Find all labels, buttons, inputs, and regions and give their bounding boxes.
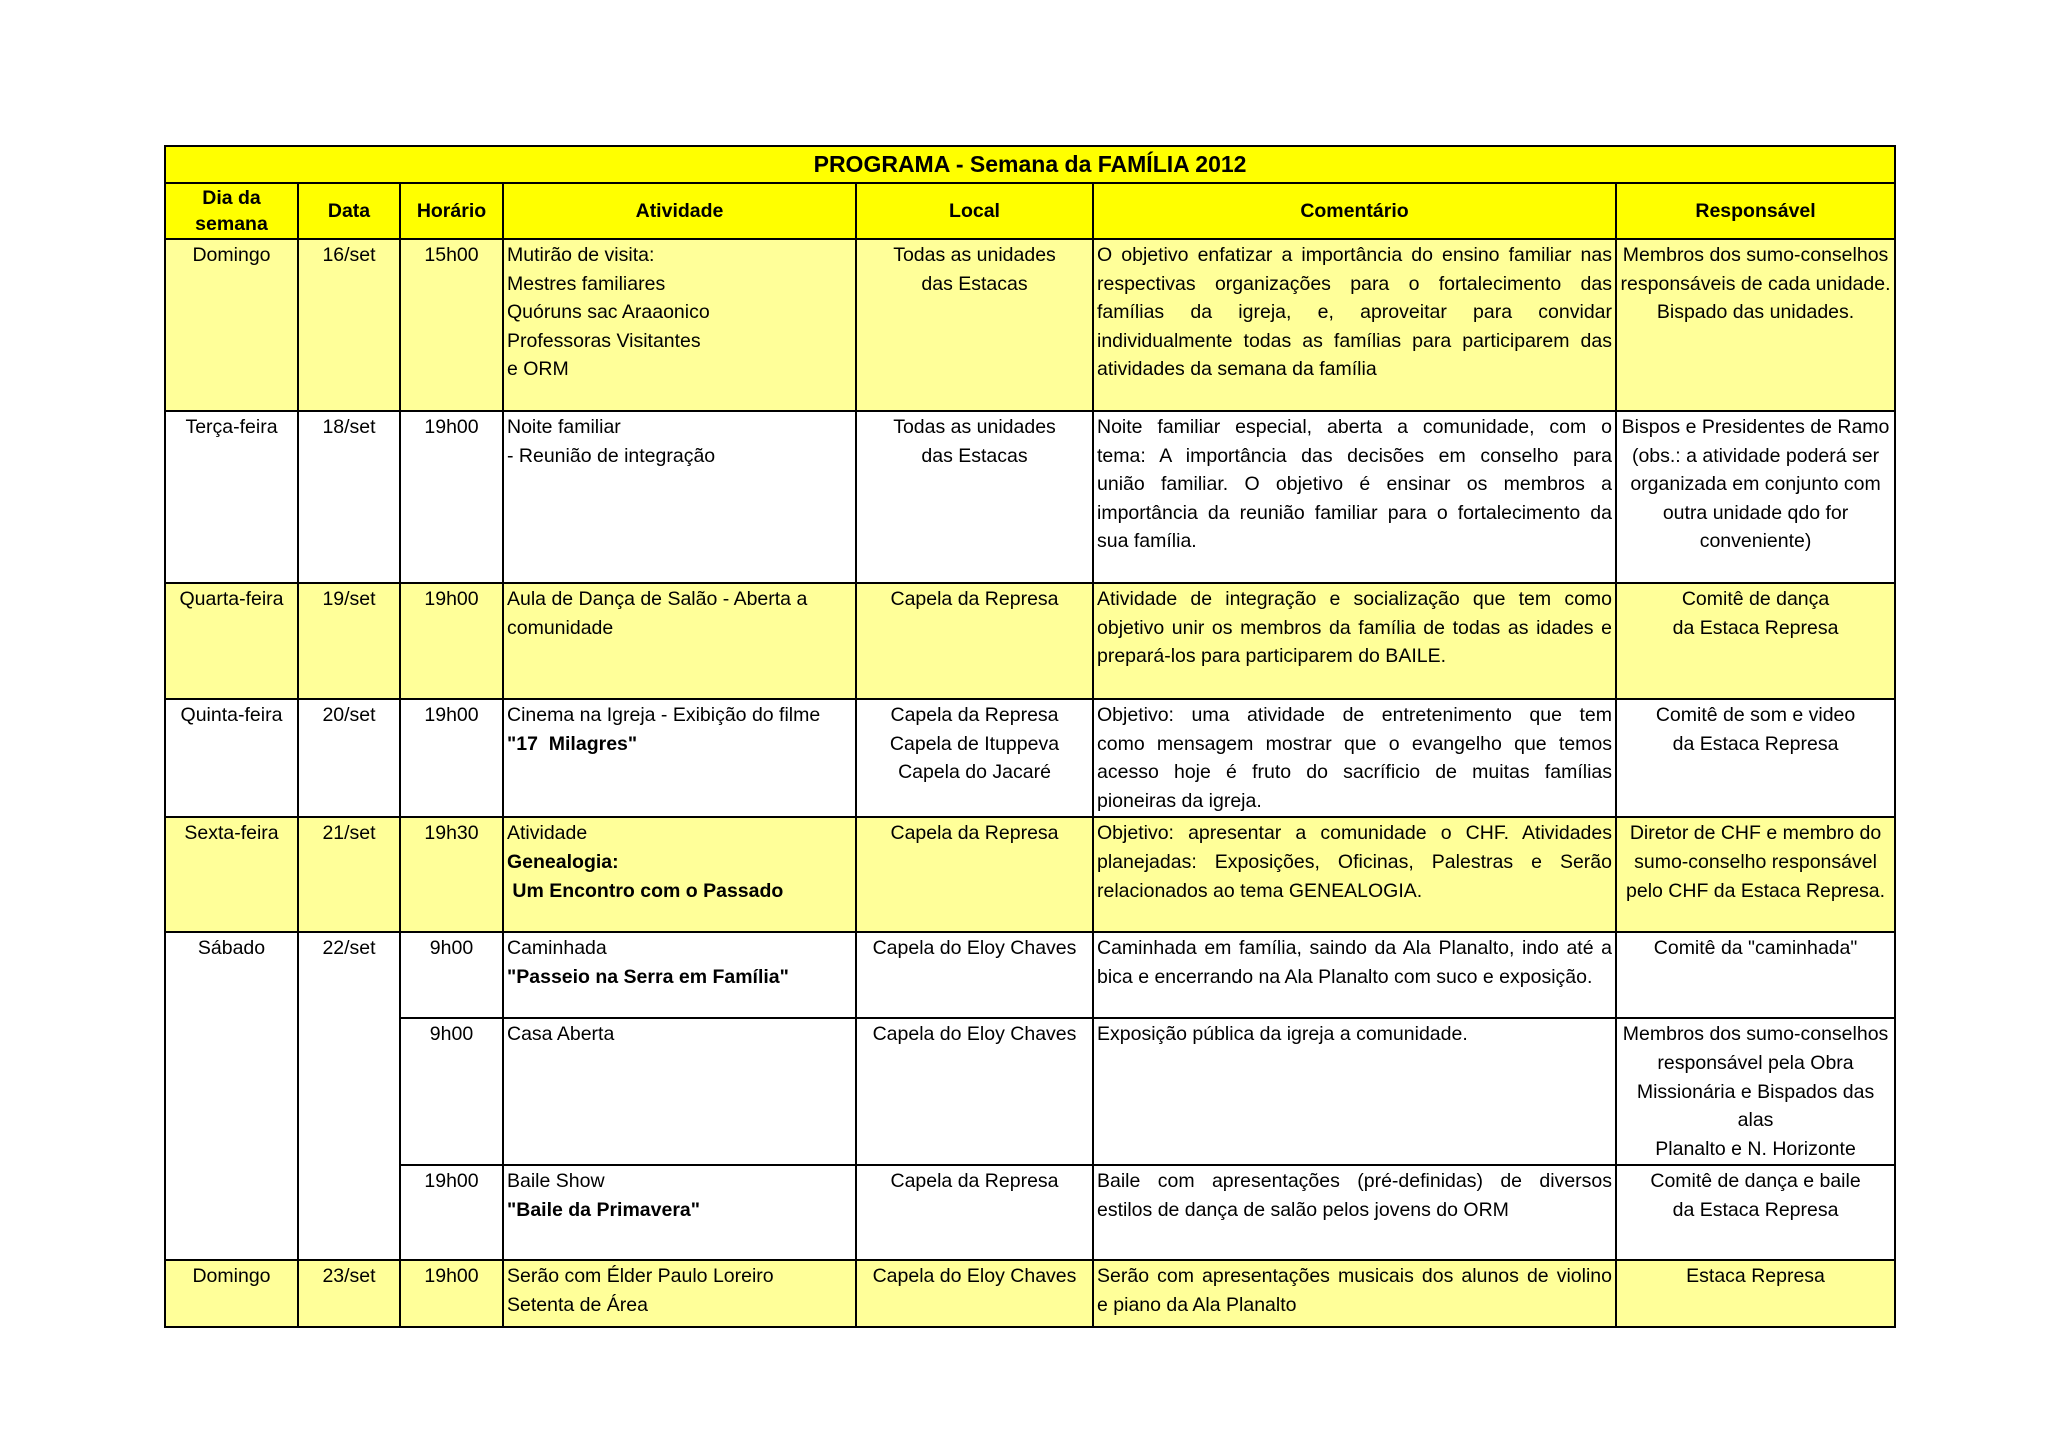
cell-local <box>856 1165 1093 1260</box>
cell-line: Professoras Visitantes <box>507 329 701 352</box>
cell-line: Quinta-feira <box>180 704 283 726</box>
cell-responsavel <box>1616 411 1895 583</box>
cell-responsavel <box>1616 1260 1895 1327</box>
cell-line: Quóruns sac Araaonico <box>507 301 710 324</box>
cell-line: Setenta de Área <box>507 1293 648 1316</box>
cell-line: "Baile da Primavera" <box>507 1198 701 1221</box>
cell-line: Caminhada em família, saindo da Ala Planalto, indo até a <box>1097 937 1612 960</box>
cell-data <box>298 932 400 1260</box>
header-responsavel: Responsável <box>1616 183 1895 239</box>
cell-horario <box>400 1260 503 1327</box>
cell-line: Comitê de dança e baile <box>1650 1170 1861 1193</box>
cell-line: 20/set <box>322 704 376 726</box>
cell-line: Capela do Eloy Chaves <box>872 937 1077 960</box>
cell-line: Capela da Represa <box>890 1170 1059 1193</box>
cell-line: Domingo <box>192 1265 271 1288</box>
cell-line: Quarta-feira <box>179 588 284 610</box>
cell-line: Diretor de CHF e membro do <box>1629 822 1882 845</box>
cell-line: "17 Milagres" <box>507 732 638 755</box>
cell-responsavel <box>1616 583 1895 699</box>
cell-line: "Passeio na Serra em Família" <box>507 965 789 988</box>
cell-line: pioneiras da igreja. <box>1097 789 1262 812</box>
cell-comentario <box>1093 239 1616 411</box>
cell-line: Bispado das unidades. <box>1656 301 1855 324</box>
cell-line: Sábado <box>197 937 266 960</box>
cell-local <box>856 1260 1093 1327</box>
cell-line: união familiar. O objetivo é ensinar os membros a <box>1097 473 1612 496</box>
cell-local <box>856 1018 1093 1165</box>
cell-dia-da-semana <box>165 699 298 817</box>
cell-line: conveniente) <box>1699 530 1812 553</box>
cell-line: e piano da Ala Planalto <box>1097 1293 1297 1316</box>
cell-dia-da-semana <box>165 583 298 699</box>
table-row <box>165 583 1895 699</box>
cell-line: outra unidade qdo for <box>1662 501 1849 524</box>
cell-line: Atividade de integração e socialização que tem como <box>1097 588 1612 610</box>
cell-line: Aula de Dança de Salão - Aberta a <box>507 588 808 610</box>
cell-line: Objetivo: apresentar a comunidade o CHF. Atividades <box>1097 822 1612 845</box>
table-row <box>165 932 1895 1018</box>
cell-line: Objetivo: uma atividade de entretenimento que tem <box>1097 704 1612 726</box>
cell-line: Missionária e Bispados das alas <box>1636 1080 1875 1132</box>
cell-comentario <box>1093 932 1616 1018</box>
cell-comentario <box>1093 411 1616 583</box>
cell-dia-da-semana <box>165 1260 298 1327</box>
cell-line: 19h00 <box>424 416 479 438</box>
cell-line: Capela do Eloy Chaves <box>872 1265 1077 1288</box>
cell-line: (obs.: a atividade poderá ser <box>1631 444 1880 467</box>
cell-comentario <box>1093 699 1616 817</box>
cell-responsavel <box>1616 1165 1895 1260</box>
cell-line: organizada em conjunto com <box>1630 473 1881 496</box>
cell-local <box>856 583 1093 699</box>
cell-local <box>856 239 1093 411</box>
cell-line: estilos de dança de salão pelos jovens do ORM <box>1097 1198 1509 1221</box>
cell-line: Serão com Élder Paulo Loreiro <box>507 1265 774 1288</box>
cell-line: relacionados ao tema GENEALOGIA. <box>1097 879 1423 902</box>
cell-comentario <box>1093 583 1616 699</box>
cell-atividade <box>503 817 856 932</box>
cell-line: Casa Aberta <box>507 1023 615 1046</box>
cell-line: Genealogia: <box>507 850 619 873</box>
cell-data <box>298 583 400 699</box>
cell-line: Noite familiar especial, aberta a comunidade, com o <box>1097 416 1612 438</box>
cell-line: importância da reunião familiar para o fortalecimento da <box>1097 501 1612 524</box>
cell-line: 15h00 <box>424 244 479 266</box>
cell-line: Capela de Ituppeva <box>889 732 1060 755</box>
header-comentario: Comentário <box>1093 183 1616 239</box>
cell-line: Um Encontro com o Passado <box>507 879 784 902</box>
cell-line: 19h30 <box>424 822 479 845</box>
cell-comentario <box>1093 1260 1616 1327</box>
cell-atividade <box>503 1165 856 1260</box>
cell-line: responsáveis de cada unidade. <box>1620 272 1891 295</box>
cell-comentario <box>1093 1018 1616 1165</box>
cell-line: Planalto e N. Horizonte <box>1655 1137 1856 1160</box>
cell-line: Sexta-feira <box>184 822 279 845</box>
cell-atividade <box>503 699 856 817</box>
cell-line: Bispos e Presidentes de Ramo <box>1621 416 1890 438</box>
cell-line: planejadas: Exposições, Oficinas, Palestras e Serão <box>1097 850 1612 873</box>
table-row <box>165 817 1895 932</box>
cell-line: Comitê da "caminhada" <box>1653 937 1858 960</box>
cell-line: Noite familiar <box>507 416 621 438</box>
cell-line: Capela do Eloy Chaves <box>872 1023 1077 1046</box>
schedule-rows <box>165 239 1895 1327</box>
cell-local <box>856 411 1093 583</box>
cell-horario <box>400 1165 503 1260</box>
table-title: PROGRAMA - Semana da FAMÍLIA 2012 <box>165 146 1895 183</box>
cell-line: responsável pela Obra <box>1657 1051 1854 1074</box>
cell-line: 23/set <box>322 1265 376 1288</box>
cell-line: Capela da Represa <box>890 704 1059 726</box>
cell-line: 19h00 <box>424 1265 479 1288</box>
cell-line: Capela da Represa <box>890 588 1059 610</box>
cell-horario <box>400 239 503 411</box>
cell-dia-da-semana <box>165 932 298 1260</box>
cell-line: Mestres familiares <box>507 272 666 295</box>
table-row <box>165 239 1895 411</box>
cell-line: e ORM <box>507 358 569 381</box>
cell-responsavel <box>1616 699 1895 817</box>
cell-line: da Estaca Represa <box>1672 616 1839 639</box>
cell-line: 21/set <box>322 822 376 845</box>
cell-dia-da-semana <box>165 239 298 411</box>
cell-line: Atividade <box>507 822 588 845</box>
cell-line: 16/set <box>322 244 376 266</box>
cell-line: acesso hoje é fruto do sacríficio de muitas famílias <box>1097 761 1612 784</box>
header-local: Local <box>856 183 1093 239</box>
cell-responsavel <box>1616 932 1895 1018</box>
cell-line: prepará-los para participarem do BAILE. <box>1097 645 1447 668</box>
cell-line: Cinema na Igreja - Exibição do filme <box>507 704 821 726</box>
cell-atividade <box>503 239 856 411</box>
cell-line: 19/set <box>322 588 376 610</box>
cell-atividade <box>503 1260 856 1327</box>
cell-line: comunidade <box>507 616 614 639</box>
cell-line: famílias da igreja, e, aproveitar para convidar <box>1097 301 1612 324</box>
cell-horario <box>400 699 503 817</box>
cell-horario <box>400 411 503 583</box>
cell-comentario <box>1093 817 1616 932</box>
cell-line: da Estaca Represa <box>1672 732 1839 755</box>
table-row <box>165 411 1895 583</box>
cell-line: da Estaca Represa <box>1672 1198 1839 1221</box>
cell-line: 19h00 <box>424 704 479 726</box>
cell-horario <box>400 1018 503 1165</box>
cell-line: atividades da semana da família <box>1097 358 1377 381</box>
cell-line: Domingo <box>192 244 271 266</box>
cell-line: 18/set <box>322 416 376 438</box>
cell-responsavel <box>1616 817 1895 932</box>
cell-line: Terça-feira <box>185 416 278 438</box>
cell-line: Todas as unidades <box>893 416 1056 438</box>
header-atividade: Atividade <box>503 183 856 239</box>
cell-line: Serão com apresentações musicais dos alunos de violino <box>1097 1265 1612 1288</box>
cell-horario <box>400 817 503 932</box>
cell-horario <box>400 583 503 699</box>
header-data: Data <box>298 183 400 239</box>
schedule-table <box>164 145 1896 1328</box>
cell-line: respectivas organizações para o fortalecimento das <box>1097 272 1612 295</box>
cell-responsavel <box>1616 1018 1895 1165</box>
cell-local <box>856 932 1093 1018</box>
cell-line: Mutirão de visita: <box>507 244 655 266</box>
cell-line: como mensagem mostrar que o evangelho que temos <box>1097 732 1612 755</box>
cell-line: 19h00 <box>424 1170 479 1193</box>
cell-line: Todas as unidades <box>893 244 1056 266</box>
cell-local <box>856 817 1093 932</box>
cell-atividade <box>503 932 856 1018</box>
cell-line: das Estacas <box>921 444 1028 467</box>
cell-line: Membros dos sumo-conselhos <box>1622 1023 1889 1046</box>
cell-data <box>298 817 400 932</box>
cell-atividade <box>503 583 856 699</box>
cell-line: Baile com apresentações (pré-definidas) de diversos <box>1097 1170 1612 1193</box>
cell-line: 22/set <box>322 937 376 960</box>
cell-line: bica e encerrando na Ala Planalto com suco e exposição. <box>1097 965 1593 988</box>
cell-line: Membros dos sumo-conselhos <box>1622 244 1889 266</box>
cell-data <box>298 411 400 583</box>
cell-line: Exposição pública da igreja a comunidade. <box>1097 1023 1468 1046</box>
cell-line: individualmente todas as famílias para participarem das <box>1097 329 1612 352</box>
cell-line: sua família. <box>1097 530 1197 553</box>
cell-data <box>298 699 400 817</box>
cell-line: tema: A importância das decisões em conselho para <box>1097 444 1612 467</box>
cell-responsavel <box>1616 239 1895 411</box>
cell-comentario <box>1093 1165 1616 1260</box>
header-horario: Horário <box>400 183 503 239</box>
cell-atividade <box>503 411 856 583</box>
cell-line: 9h00 <box>429 1023 474 1046</box>
cell-line: Baile Show <box>507 1170 605 1193</box>
cell-local <box>856 699 1093 817</box>
table-row <box>165 699 1895 817</box>
cell-line: das Estacas <box>921 272 1028 295</box>
table-row <box>165 1165 1895 1260</box>
cell-line: sumo-conselho responsável <box>1634 850 1877 873</box>
table-row <box>165 1260 1895 1327</box>
cell-line: pelo CHF da Estaca Represa. <box>1626 879 1886 902</box>
cell-data <box>298 1260 400 1327</box>
cell-line: Caminhada <box>507 937 607 960</box>
cell-line: O objetivo enfatizar a importância do ensino familiar nas <box>1097 244 1612 266</box>
cell-line: objetivo unir os membros da família de todas as idades e <box>1097 616 1612 639</box>
cell-data <box>298 239 400 411</box>
header-dia-da-semana: Dia da semana <box>165 183 298 239</box>
cell-line: - Reunião de integração <box>507 444 716 467</box>
cell-line: Estaca Represa <box>1686 1265 1825 1288</box>
cell-line: 19h00 <box>424 588 479 610</box>
table-row <box>165 1018 1895 1165</box>
cell-dia-da-semana <box>165 817 298 932</box>
cell-line: Capela da Represa <box>890 822 1059 845</box>
cell-line: Comitê de dança <box>1681 588 1830 610</box>
cell-line: 9h00 <box>429 937 474 960</box>
cell-line: Comitê de som e video <box>1655 704 1856 726</box>
cell-horario <box>400 932 503 1018</box>
cell-line: Capela do Jacaré <box>898 761 1051 784</box>
cell-atividade <box>503 1018 856 1165</box>
cell-dia-da-semana <box>165 411 298 583</box>
